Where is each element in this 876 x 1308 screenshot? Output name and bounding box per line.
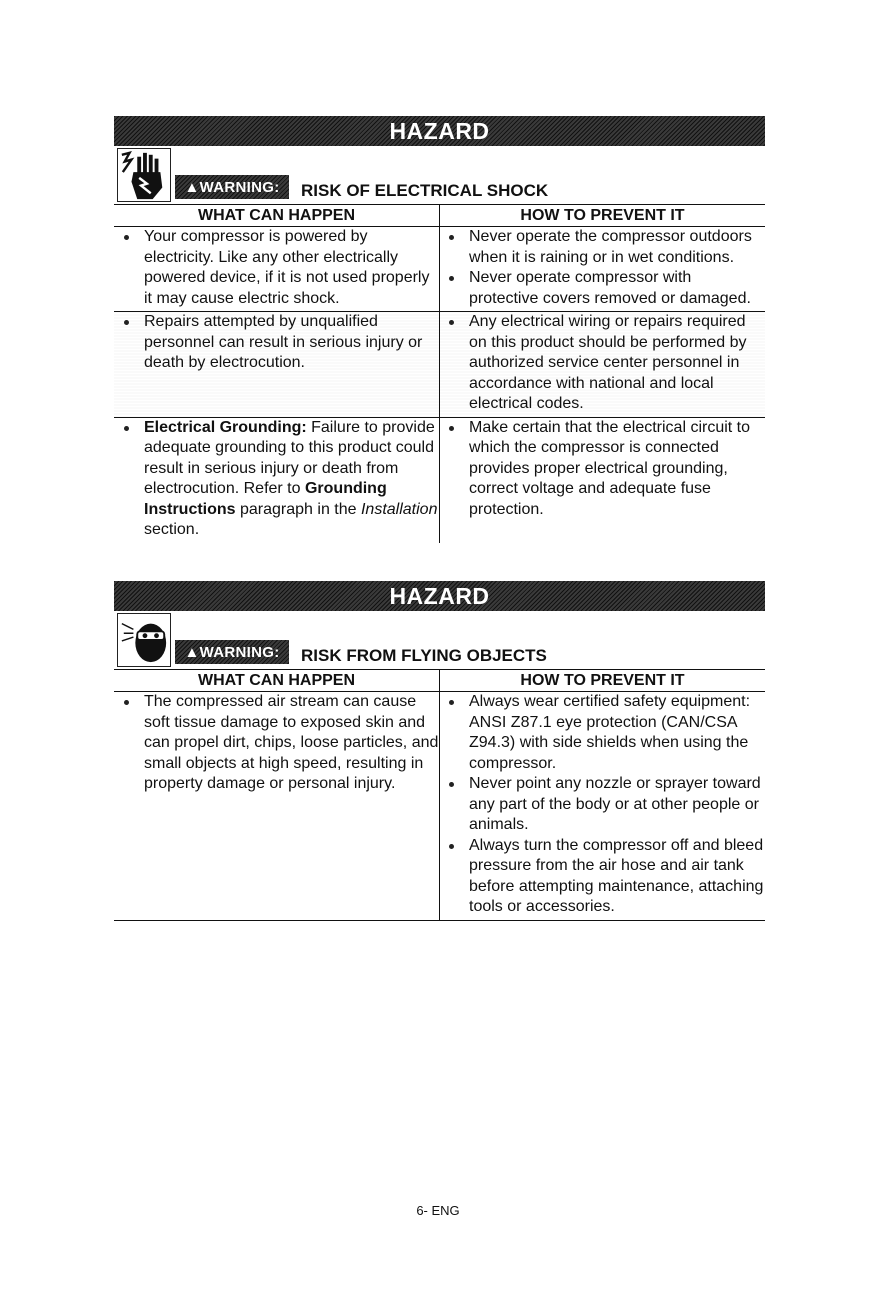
column-header-what: WHAT CAN HAPPEN: [114, 205, 440, 227]
hazard-section-flying-objects: [114, 581, 765, 921]
flying-objects-face-icon: [117, 613, 171, 667]
hazard-section-electrical: [114, 116, 765, 543]
table-row: [114, 692, 765, 921]
hazard-banner: HAZARD: [114, 581, 765, 611]
risk-title: RISK FROM FLYING OBJECTS: [301, 646, 547, 665]
hazard-header: [114, 146, 765, 204]
warning-triangle-icon: ▲: [184, 178, 200, 196]
list-item: Never operate compressor with protective covers removed or damaged.: [440, 268, 765, 309]
list-item: The compressed air stream can cause soft tissue damage to exposed skin and can propel dirt, chips, loose particles, and small objects at high speed, resulting in property damage or personal injury.: [114, 692, 439, 795]
list-item: Any electrical wiring or repairs required on this product should be performed by authorized service center personnel in accordance with national and local electrical codes.: [440, 312, 765, 415]
warning-badge: ▲ WARNING:: [175, 640, 289, 664]
list-item: Always turn the compressor off and bleed pressure from the air hose and air tank before attempting maintenance, attaching tools or accessories.: [440, 836, 765, 918]
list-item: Never point any nozzle or sprayer toward any part of the body or at other people or animals.: [440, 774, 765, 836]
list-item: Electrical Grounding: Failure to provide adequate grounding to this product could result in serious injury or death from electrocution. Refer to Grounding Instructions paragraph in the Installation section.: [114, 418, 439, 541]
hazard-table: [114, 669, 765, 921]
hazard-table: [114, 204, 765, 543]
list-item: Make certain that the electrical circuit to which the compressor is connected provides proper electrical grounding, correct voltage and adequate fuse protection.: [440, 418, 765, 521]
table-row: [114, 227, 765, 312]
column-header-what: WHAT CAN HAPPEN: [114, 670, 440, 692]
column-header-how: HOW TO PREVENT IT: [440, 670, 766, 692]
list-item: Your compressor is powered by electricity. Like any other electrically powered device, if it is not used properly it may cause electric shock.: [114, 227, 439, 309]
warning-triangle-icon: ▲: [184, 643, 200, 661]
list-item: Repairs attempted by unqualified personnel can result in serious injury or death by electrocution.: [114, 312, 439, 374]
list-item: Never operate the compressor outdoors when it is raining or in wet conditions.: [440, 227, 765, 268]
table-row: [114, 417, 765, 543]
hazard-header: [114, 611, 765, 669]
risk-title: RISK OF ELECTRICAL SHOCK: [301, 181, 549, 200]
list-item: Always wear certified safety equipment: ANSI Z87.1 eye protection (CAN/CSA Z94.3) with side shields when using the compressor.: [440, 692, 765, 774]
page-number: 6- ENG: [416, 1203, 460, 1218]
electric-shock-hand-icon: [117, 148, 171, 202]
hazard-banner: HAZARD: [114, 116, 765, 146]
warning-badge: ▲ WARNING:: [175, 175, 289, 199]
column-header-how: HOW TO PREVENT IT: [440, 205, 766, 227]
table-row: [114, 312, 765, 418]
